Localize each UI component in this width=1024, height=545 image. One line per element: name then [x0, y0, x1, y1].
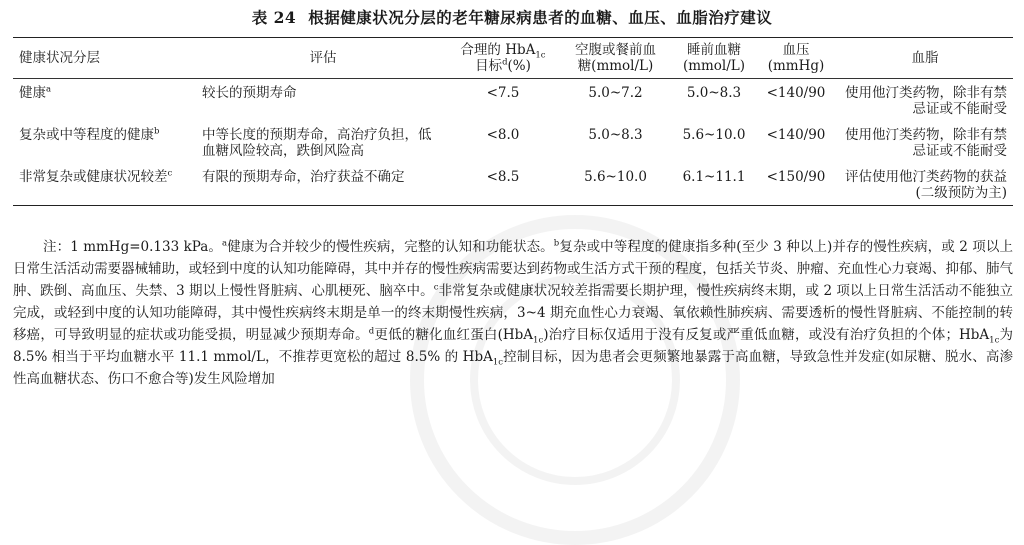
cell-fasting: 5.0~8.3 — [588, 127, 643, 143]
cell-assessment: 较长的预期寿命 — [202, 85, 297, 101]
cell-lipid: 使用他汀类药物，除非有禁忌证或不能耐受 — [845, 127, 1007, 159]
cell-fasting: 5.0~7.2 — [588, 85, 643, 101]
header-hba1c: 合理的 HbA$_{1c}$ 目标$^d$(%) — [460, 42, 546, 74]
header-bedtime: 睡前血糖 (mmol/L) — [682, 42, 746, 74]
cell-assessment: 有限的预期寿命，治疗获益不确定 — [202, 169, 405, 185]
cell-bp: <140/90 — [766, 85, 826, 101]
cell-bedtime: 6.1~11.1 — [682, 169, 746, 185]
header-assessment: 评估 — [309, 50, 337, 66]
header-bp: 血压 (mmHg) — [767, 42, 825, 74]
cell-hba1c: <8.5 — [486, 169, 520, 185]
header-fasting: 空腹或餐前血 糖(mmol/L) — [575, 42, 656, 74]
cell-stratum: 复杂或中等程度的健康$^b$ — [19, 126, 160, 143]
cell-bp: <140/90 — [766, 127, 826, 143]
cell-assessment: 中等长度的预期寿命，高治疗负担，低血糖风险较高，跌倒风险高 — [202, 127, 432, 159]
cell-bp: <150/90 — [766, 169, 826, 185]
footnote-paragraph: 注：1 mmHg=0.133 kPa。$^a$健康为合并较少的慢性疾病，完整的认知和功能状态。$^b$复杂或中等程度的健康指多种(至少 3 种以上)并存的慢性疾病，或 2 项以上日常生活活动需要器械辅助，或轻到中度的认知功能障碍，其中并存的慢性疾病需要达到药物或生活方式干预的程度，包括关节炎、肿瘤、充血性心力衰竭、抑郁、肺气肿、跌倒、高血压、失禁、3 期以上慢性肾脏病、心肌梗死、脑卒中。$^c$非常复杂或健康状况较差指需要长期护理，慢性疾病终末期，或 2 项以上日常生活活动不能独立完成，或轻到中度的认知功能障碍，其中慢性疾病终末期是单一的终末期慢性疾病，3~4 期充血性心力衰竭、氧依赖性肺疾病、需要透析的慢性肾脏病、不能控制的转移癌，可导致明显的症状或功能受损，明显减少预期寿命。$^d$更低的糖化血红蛋白(HbA$_{1c}$)治疗目标仅适用于没有反复或严重低血糖，或没有治疗负担的个体；HbA$_{1c}$为 8.5% 相当于平均血糖水平 11.1 mmol/L，不推荐更宽松的超过 8.5% 的 HbA$_{1c}$控制目标，因为患者会更频繁地暴露于高血糖，导致急性并发症(如尿糖、脱水、高渗性高血糖状态、伤口不愈合等)发生风险增加 — [13, 238, 1014, 387]
header-stratum: 健康状况分层 — [19, 50, 100, 66]
table-number: 表 24 — [251, 8, 297, 27]
cell-stratum: 健康$^a$ — [19, 84, 52, 101]
table-title — [0, 6, 1024, 28]
table-row — [13, 79, 1013, 122]
cell-lipid: 使用他汀类药物，除非有禁忌证或不能耐受 — [845, 85, 1007, 117]
cell-stratum: 非常复杂或健康状况较差$^c$ — [19, 168, 173, 185]
table-footnotes — [13, 236, 1013, 390]
table-caption: 根据健康状况分层的老年糖尿病患者的血糖、血压、血脂治疗建议 — [308, 8, 773, 27]
cell-lipid: 评估使用他汀类药物的获益(二级预防为主) — [845, 169, 1007, 201]
cell-bedtime: 5.0~8.3 — [686, 85, 742, 101]
treatment-table — [13, 37, 1013, 206]
cell-hba1c: <7.5 — [486, 85, 520, 101]
cell-bedtime: 5.6~10.0 — [682, 127, 746, 143]
header-lipid: 血脂 — [911, 50, 939, 66]
cell-hba1c: <8.0 — [486, 127, 520, 143]
table-header-row — [13, 38, 1013, 79]
table-row — [13, 163, 1013, 206]
cell-fasting: 5.6~10.0 — [584, 169, 647, 185]
table-row — [13, 121, 1013, 163]
